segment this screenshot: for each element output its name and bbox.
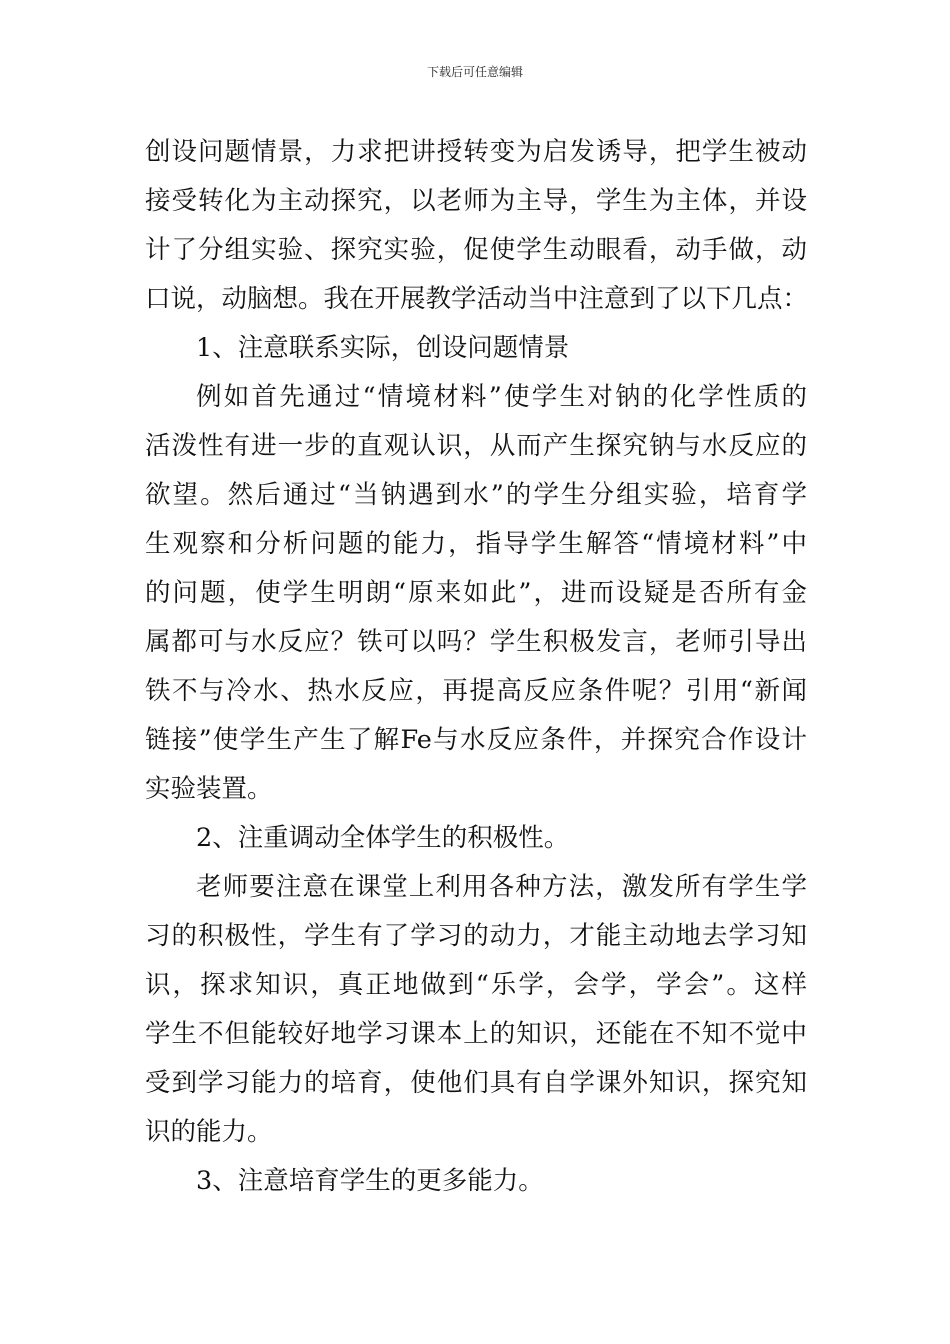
text-line: 生观察和分析问题的能力，指导学生解答“情境材料”中 bbox=[145, 529, 807, 559]
text-line: 例如首先通过“情境材料”使学生对钠的化学性质的 bbox=[196, 382, 807, 412]
text-line: 的问题，使学生明朗“原来如此”，进而设疑是否所有金 bbox=[145, 578, 807, 608]
text-line: 计了分组实验、探究实验，促使学生动眼看，动手做，动 bbox=[145, 235, 807, 265]
text-line: 1、注意联系实际，创设问题情景 bbox=[196, 333, 570, 363]
paragraph bbox=[145, 128, 807, 324]
paragraph bbox=[145, 863, 807, 1157]
text-line: 接受转化为主动探究，以老师为主导，学生为主体，并设 bbox=[145, 186, 807, 216]
text-line: 口说，动脑想。我在开展教学活动当中注意到了以下几点： bbox=[145, 284, 809, 314]
text-line: 识的能力。 bbox=[145, 1117, 273, 1147]
document-body bbox=[145, 128, 807, 1206]
text-line: 欲望。然后通过“当钠遇到水”的学生分组实验，培育学 bbox=[145, 480, 807, 510]
text-line: 链接”使学生产生了解Fe与水反应条件，并探究合作设计 bbox=[145, 725, 807, 755]
text-line: 识，探求知识，真正地做到“乐学，会学，学会”。这样 bbox=[145, 970, 807, 1000]
text-line: 2、注重调动全体学生的积极性。 bbox=[196, 823, 570, 853]
text-line: 学生不但能较好地学习课本上的知识，还能在不知不觉中 bbox=[145, 1019, 807, 1049]
text-line: 老师要注意在课堂上利用各种方法，激发所有学生学 bbox=[196, 872, 807, 902]
paragraph bbox=[145, 373, 807, 814]
text-line: 活泼性有进一步的直观认识，从而产生探究钠与水反应的 bbox=[145, 431, 807, 461]
text-line: 习的积极性，学生有了学习的动力，才能主动地去学习知 bbox=[145, 921, 807, 951]
text-line: 实验装置。 bbox=[145, 774, 273, 804]
section-heading bbox=[145, 1157, 807, 1206]
section-heading bbox=[145, 324, 807, 373]
section-heading bbox=[145, 814, 807, 863]
text-line: 3、注意培育学生的更多能力。 bbox=[196, 1166, 544, 1196]
text-line: 受到学习能力的培育，使他们具有自学课外知识，探究知 bbox=[145, 1068, 807, 1098]
text-line: 属都可与水反应？铁可以吗？学生积极发言，老师引导出 bbox=[145, 627, 807, 657]
text-line: 铁不与冷水、热水反应，再提高反应条件呢？引用“新闻 bbox=[145, 676, 807, 706]
page-header: 下载后可任意编辑 bbox=[426, 65, 523, 79]
text-line: 创设问题情景，力求把讲授转变为启发诱导，把学生被动 bbox=[145, 137, 807, 167]
